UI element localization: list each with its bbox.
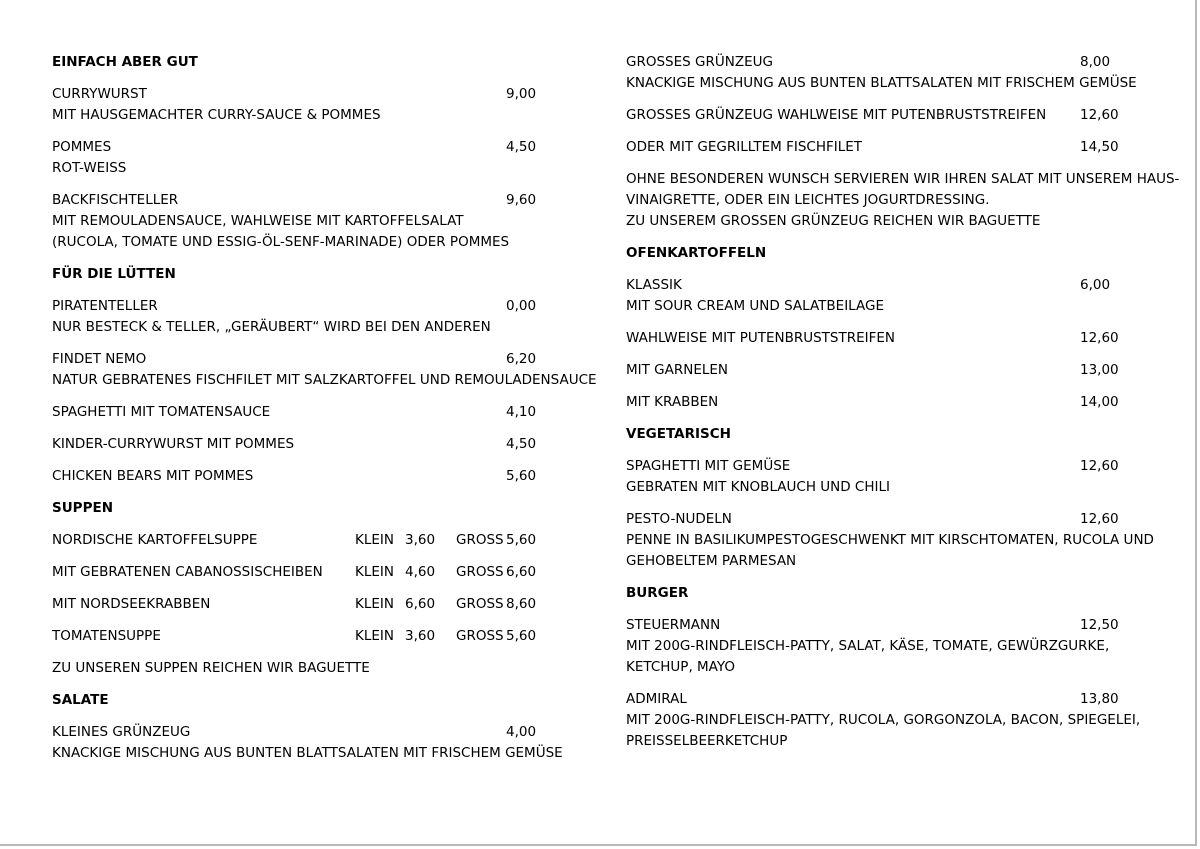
item-description: KNACKIGE MISCHUNG AUS BUNTEN BLATTSALATEN MIT FRISCHEM GEMÜSE	[52, 745, 563, 761]
menu-column-left	[52, 52, 597, 775]
item-price: 6,00	[1080, 277, 1111, 293]
section-title-suppen: SUPPEN	[52, 500, 113, 516]
size-label-gross: GROSS	[456, 564, 504, 580]
menu-item-pesto-nudeln	[626, 509, 1166, 572]
menu-item-findet-nemo	[52, 349, 597, 391]
item-price: 13,80	[1080, 691, 1119, 707]
item-name: WAHLWEISE MIT PUTENBRUSTSTREIFEN	[626, 330, 896, 346]
item-name: TOMATENSUPPE	[52, 628, 161, 644]
menu-item-kinder-currywurst	[52, 434, 572, 455]
item-description: GEBRATEN MIT KNOBLAUCH UND CHILI	[626, 479, 890, 495]
note-text: ZU UNSEREN SUPPEN REICHEN WIR BAGUETTE	[52, 660, 370, 676]
item-price: 9,60	[506, 192, 537, 208]
section-title-burger: BURGER	[626, 585, 689, 601]
menu-item-spaghetti-gemuese	[626, 456, 1166, 498]
menu-item-ofen-putenbrust	[626, 328, 1166, 349]
item-description: PREISSELBEERKETCHUP	[626, 733, 788, 749]
menu-item-gegrilltes-fischfilet	[626, 137, 1166, 158]
menu-item-nordische-kartoffelsuppe	[52, 530, 572, 551]
item-price: 9,00	[506, 86, 537, 102]
section-title-ofenkartoffeln: OFENKARTOFFELN	[626, 245, 767, 261]
price-gross: 6,60	[506, 564, 537, 580]
item-description: MIT 200G-RINDFLEISCH-PATTY, SALAT, KÄSE, TOMATE, GEWÜRZGURKE,	[626, 638, 1110, 654]
price-gross: 8,60	[506, 596, 537, 612]
item-price: 14,50	[1080, 139, 1119, 155]
item-name: GROSSES GRÜNZEUG	[626, 54, 773, 70]
price-klein: 4,60	[405, 564, 436, 580]
item-price: 12,60	[1080, 511, 1119, 527]
item-description: ROT-WEISS	[52, 160, 127, 176]
size-label-klein: KLEIN	[355, 596, 394, 612]
menu-item-ofen-krabben	[626, 392, 1166, 413]
menu-item-tomatensuppe	[52, 626, 572, 647]
item-price: 12,50	[1080, 617, 1119, 633]
item-price: 14,00	[1080, 394, 1119, 410]
item-name: PIRATENTELLER	[52, 298, 158, 314]
item-price: 0,00	[506, 298, 537, 314]
menu-item-nordseekrabben	[52, 594, 572, 615]
menu-item-grosses-gruenzeug	[626, 52, 1166, 94]
size-label-gross: GROSS	[456, 596, 504, 612]
menu-item-currywurst	[52, 84, 572, 126]
item-description: NUR BESTECK & TELLER, „GERÄUBERT“ WIRD BEI DEN ANDEREN	[52, 319, 491, 335]
item-name: POMMES	[52, 139, 112, 155]
section-title-vegetarisch: VEGETARISCH	[626, 426, 731, 442]
size-label-klein: KLEIN	[355, 564, 394, 580]
item-description: MIT SOUR CREAM UND SALATBEILAGE	[626, 298, 885, 314]
item-price: 8,00	[1080, 54, 1111, 70]
menu-item-backfischteller	[52, 190, 572, 253]
price-gross: 5,60	[506, 628, 537, 644]
menu-item-klassik	[626, 275, 1166, 317]
section-title-luetten: FÜR DIE LÜTTEN	[52, 266, 176, 282]
item-description: (RUCOLA, TOMATE UND ESSIG-ÖL-SENF-MARINADE) ODER POMMES	[52, 234, 510, 250]
item-price: 5,60	[506, 468, 537, 484]
item-description: MIT HAUSGEMACHTER CURRY-SAUCE & POMMES	[52, 107, 381, 123]
item-price: 4,00	[506, 724, 537, 740]
item-name: NORDISCHE KARTOFFELSUPPE	[52, 532, 258, 548]
item-price: 6,20	[506, 351, 537, 367]
price-klein: 3,60	[405, 532, 436, 548]
item-description: PENNE IN BASILIKUMPESTOGESCHWENKT MIT KIRSCHTOMATEN, RUCOLA UND	[626, 532, 1154, 548]
item-price: 12,60	[1080, 107, 1119, 123]
item-name: SPAGHETTI MIT TOMATENSAUCE	[52, 404, 271, 420]
note-text: VINAIGRETTE, ODER EIN LEICHTES JOGURTDRESSING.	[626, 192, 990, 208]
item-name: CURRYWURST	[52, 86, 147, 102]
item-name: STEUERMANN	[626, 617, 721, 633]
item-name: ADMIRAL	[626, 691, 687, 707]
item-name: PESTO-NUDELN	[626, 511, 732, 527]
item-description: KETCHUP, MAYO	[626, 659, 735, 675]
suppen-note	[52, 658, 572, 679]
item-price: 4,50	[506, 436, 537, 452]
item-description: MIT 200G-RINDFLEISCH-PATTY, RUCOLA, GORGONZOLA, BACON, SPIEGELEI,	[626, 712, 1141, 728]
item-name: KLEINES GRÜNZEUG	[52, 724, 191, 740]
salate-note	[626, 169, 1180, 232]
item-name: GROSSES GRÜNZEUG WAHLWEISE MIT PUTENBRUSTSTREIFEN	[626, 107, 1047, 123]
menu-item-kleines-gruenzeug	[52, 722, 572, 764]
menu-item-piratenteller	[52, 296, 572, 338]
menu-item-spaghetti-tomatensauce	[52, 402, 572, 423]
item-price: 4,50	[506, 139, 537, 155]
section-title-einfach: EINFACH ABER GUT	[52, 54, 198, 70]
menu-item-chicken-bears	[52, 466, 572, 487]
menu-item-gruenzeug-putenbrust	[626, 105, 1166, 126]
section-title-salate: SALATE	[52, 692, 109, 708]
item-name: KINDER-CURRYWURST MIT POMMES	[52, 436, 295, 452]
item-name: MIT KRABBEN	[626, 394, 719, 410]
item-name: MIT GARNELEN	[626, 362, 729, 378]
menu-item-steuermann	[626, 615, 1166, 678]
item-name: MIT NORDSEEKRABBEN	[52, 596, 211, 612]
item-name: ODER MIT GEGRILLTEM FISCHFILET	[626, 139, 863, 155]
price-gross: 5,60	[506, 532, 537, 548]
item-price: 12,60	[1080, 458, 1119, 474]
item-description: MIT REMOULADENSAUCE, WAHLWEISE MIT KARTOFFELSALAT	[52, 213, 464, 229]
note-text: OHNE BESONDEREN WUNSCH SERVIEREN WIR IHREN SALAT MIT UNSEREM HAUS-	[626, 171, 1180, 187]
item-price: 4,10	[506, 404, 537, 420]
item-name: CHICKEN BEARS MIT POMMES	[52, 468, 254, 484]
item-name: SPAGHETTI MIT GEMÜSE	[626, 458, 791, 474]
menu-item-ofen-garnelen	[626, 360, 1166, 381]
price-klein: 3,60	[405, 628, 436, 644]
menu-column-right	[626, 52, 1180, 763]
item-name: FINDET NEMO	[52, 351, 147, 367]
menu-item-pommes	[52, 137, 572, 179]
size-label-klein: KLEIN	[355, 628, 394, 644]
item-name: BACKFISCHTELLER	[52, 192, 179, 208]
item-description: GEHOBELTEM PARMESAN	[626, 553, 797, 569]
size-label-klein: KLEIN	[355, 532, 394, 548]
item-price: 13,00	[1080, 362, 1119, 378]
item-name: KLASSIK	[626, 277, 682, 293]
note-text: ZU UNSEREM GROSSEN GRÜNZEUG REICHEN WIR BAGUETTE	[626, 213, 1041, 229]
menu-item-admiral	[626, 689, 1166, 752]
item-price: 12,60	[1080, 330, 1119, 346]
price-klein: 6,60	[405, 596, 436, 612]
menu-item-cabanossischeiben	[52, 562, 572, 583]
item-name: MIT GEBRATENEN CABANOSSISCHEIBEN	[52, 564, 323, 580]
item-description: NATUR GEBRATENES FISCHFILET MIT SALZKARTOFFEL UND REMOULADENSAUCE	[52, 372, 597, 388]
size-label-gross: GROSS	[456, 532, 504, 548]
item-description: KNACKIGE MISCHUNG AUS BUNTEN BLATTSALATEN MIT FRISCHEM GEMÜSE	[626, 75, 1137, 91]
size-label-gross: GROSS	[456, 628, 504, 644]
